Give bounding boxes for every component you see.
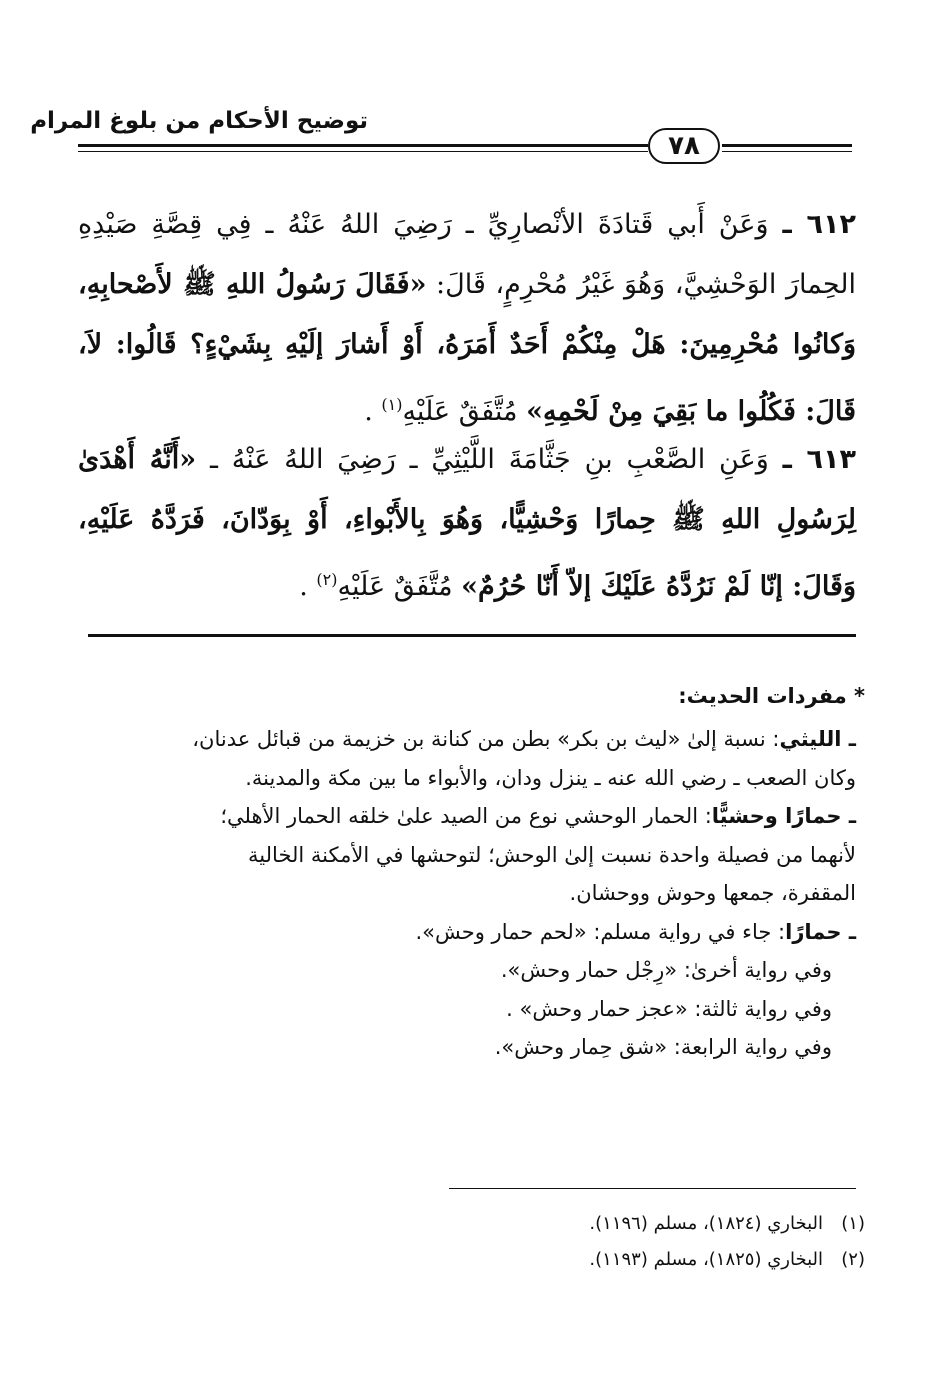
footnote-text: البخاري (١٨٢٥)، مسلم (١١٩٣). bbox=[589, 1249, 823, 1270]
vocab-continuation: المقفرة، جمعها وحوش ووحشان. bbox=[569, 881, 856, 905]
vocab-term: ـ الليثي bbox=[779, 727, 856, 751]
footnote-ref: (١) bbox=[381, 395, 403, 414]
header-rule-thin bbox=[78, 151, 648, 152]
footnotes bbox=[445, 1206, 865, 1278]
header-rule bbox=[78, 144, 648, 147]
vocab-variant: وفي رواية ثالثة: «عجز حمار وحش» . bbox=[506, 996, 832, 1021]
vocab-variant: وفي رواية أخرىٰ: «رِجْل حمار وحش». bbox=[500, 958, 832, 982]
hadith-grading: مُتَّفَقٌ عَلَيْهِ bbox=[402, 396, 527, 427]
vocab-term: ـ حمارًا وحشيًّا bbox=[711, 804, 856, 828]
footnote-rule bbox=[449, 1188, 856, 1189]
hadith-612 bbox=[78, 195, 856, 442]
vocab-term: ـ حمارًا bbox=[785, 919, 856, 944]
footnote bbox=[445, 1242, 865, 1278]
vocabulary-title: * مفردات الحديث: bbox=[678, 684, 865, 708]
footnote-number: (٢) bbox=[841, 1249, 865, 1270]
hadith-number: ٦١٣ ـ bbox=[782, 444, 856, 475]
footnote-text: البخاري (١٨٢٤)، مسلم (١١٩٦). bbox=[589, 1213, 823, 1234]
vocab-item bbox=[78, 720, 856, 759]
running-header-title: توضيح الأحكام من بلوغ المرام bbox=[30, 108, 368, 134]
vocab-continuation: وكان الصعب ـ رضي الله عنه ـ ينزل ودان، والأبواء ما بين مكة والمدينة. bbox=[245, 765, 856, 790]
hadith-grading: مُتَّفَقٌ عَلَيْهِ bbox=[337, 571, 462, 602]
vocab-item bbox=[78, 797, 856, 836]
vocab-definition: : جاء في رواية مسلم: «لحم حمار وحش». bbox=[415, 919, 786, 944]
header-rule-right bbox=[722, 144, 852, 147]
vocab-item bbox=[78, 913, 856, 952]
vocab-definition: : نسبة إلىٰ «ليث بن بكر» بطن من كنانة بن خزيمة من قبائل عدنان، bbox=[192, 727, 780, 751]
vocab-definition: : الحمار الوحشي نوع من الصيد علىٰ خلقه الحمار الأهلي؛ bbox=[220, 804, 712, 828]
footnote-number: (١) bbox=[841, 1213, 865, 1234]
hadith-quote: «أَنَّهُ أَهْدَىٰ لِرَسُولِ اللهِ ﷺ حِمارًا وَحْشِيًّا، وَهُوَ بِالأَبْواءِ، أَوْ بِوَدّانَ، فَرَدَّهُ عَلَيْهِ، وَقَالَ: إنّا لَمْ نَرُدَّهُ عَلَيْكَ إلاّ أَنّا حُرُمٌ» bbox=[78, 444, 856, 602]
hadith-end: . bbox=[299, 571, 317, 602]
footnote bbox=[445, 1206, 865, 1242]
hadith-quote: «فَقَالَ رَسُولُ اللهِ ﷺ لأَصْحابِهِ، وَكانُوا مُحْرِمِينَ: هَلْ مِنْكُمْ أَحَدٌ أَمَرَهُ، أَوْ أَشارَ إلَيْهِ بِشَيْءٍ؟ قَالُوا: لاَ، قَالَ: فَكُلُوا ما بَقِيَ مِنْ لَحْمِهِ» bbox=[78, 269, 856, 427]
hadith-number: ٦١٢ ـ bbox=[782, 209, 856, 240]
footnote-ref: (٢) bbox=[316, 570, 338, 589]
header-rule-right-thin bbox=[722, 151, 852, 152]
page-number: ٧٨ bbox=[648, 128, 720, 164]
section-separator bbox=[88, 634, 856, 637]
hadith-narration: وَعَنْ أَبي قَتادَةَ الأنْصارِيِّ ـ رَضِيَ اللهُ عَنْهُ ـ فِي قِصَّةِ صَيْدِهِ الحِمارَ الوَحْشِيَّ، وَهُوَ غَيْرُ مُحْرِمٍ، قَالَ: bbox=[78, 209, 856, 300]
vocab-variant: وفي رواية الرابعة: «شق حِمار وحش». bbox=[494, 1035, 832, 1059]
hadith-narration: وَعَنِ الصَّعْبِ بنِ جَثَّامَةَ اللَّيْثِيِّ ـ رَضِيَ اللهُ عَنْهُ ـ bbox=[196, 444, 769, 475]
hadith-end: . bbox=[364, 396, 382, 427]
vocabulary-list bbox=[78, 720, 856, 1067]
vocab-continuation: لأنهما من فصيلة واحدة نسبت إلىٰ الوحش؛ لتوحشها في الأمكنة الخالية bbox=[248, 842, 856, 867]
hadith-613 bbox=[78, 430, 856, 617]
